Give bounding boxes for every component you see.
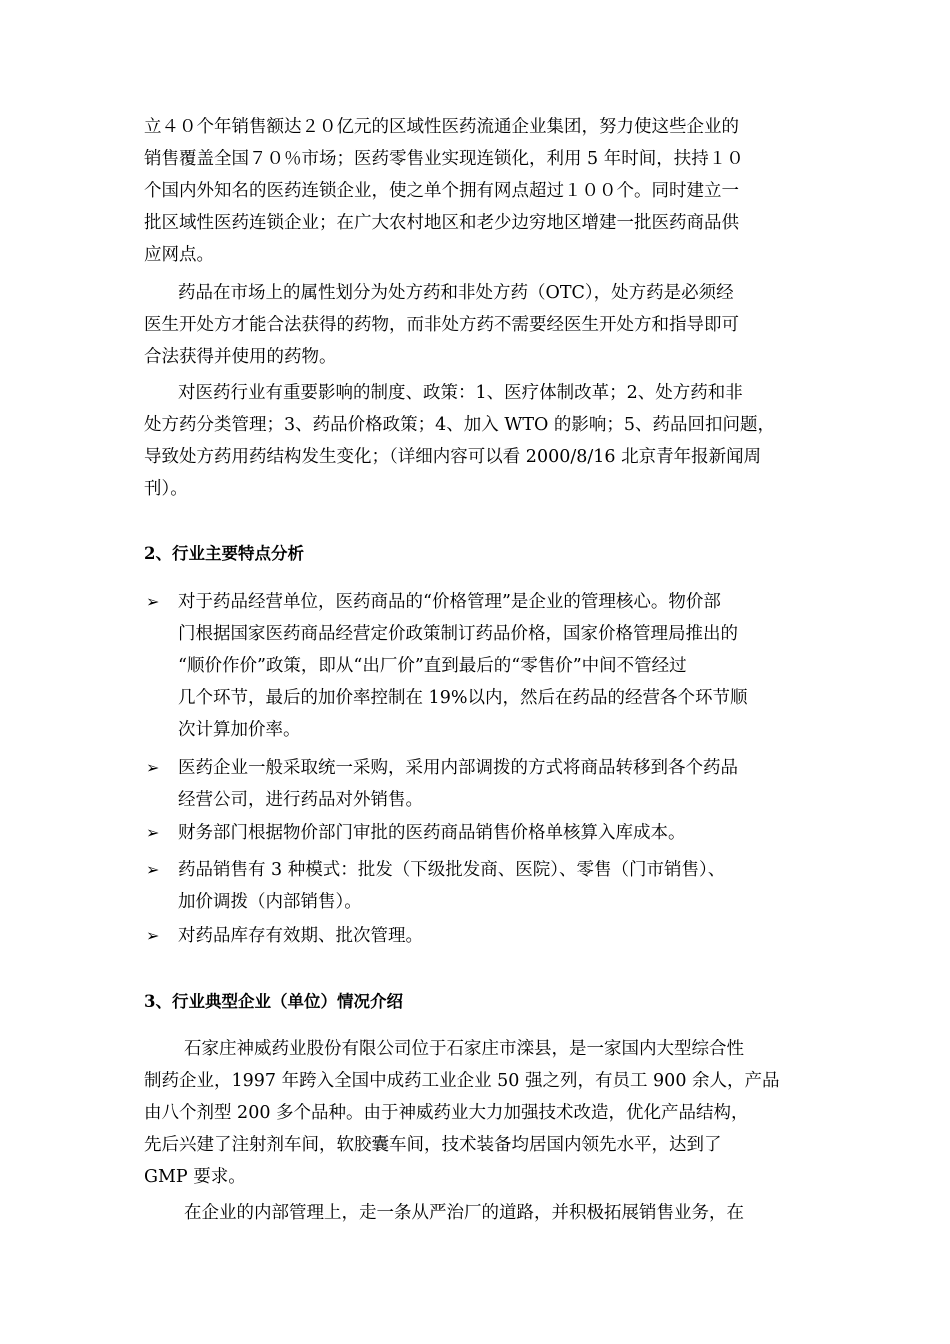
bullet-icon: ➢ <box>146 860 160 879</box>
paragraph-line: 由八个剂型 200 多个品种。由于神威药业大力加强技术改造，优化产品结构， <box>144 1103 749 1123</box>
paragraph-line: GMP 要求。 <box>144 1167 246 1187</box>
paragraph-line: 石家庄神威药业股份有限公司位于石家庄市滦县，是一家国内大型综合性 <box>184 1039 744 1059</box>
section-heading: 2、行业主要特点分析 <box>144 544 304 563</box>
paragraph-line: 合法获得并使用的药物。 <box>144 347 337 367</box>
bullet-line: 药品销售有 3 种模式：批发（下级批发商、医院）、零售（门市销售）、 <box>178 860 726 880</box>
bullet-line: 对于药品经营单位，医药商品的“价格管理”是企业的管理核心。物价部 <box>178 592 721 612</box>
bullet-line: 次计算加价率。 <box>178 720 301 740</box>
paragraph-line: 应网点。 <box>144 245 214 265</box>
paragraph-line: 立４０个年销售额达２０亿元的区域性医药流通企业集团，努力使这些企业的 <box>144 117 739 137</box>
paragraph-line: 药品在市场上的属性划分为处方药和非处方药（OTC），处方药是必须经 <box>178 283 734 303</box>
bullet-icon: ➢ <box>146 758 160 777</box>
paragraph-line: 先后兴建了注射剂车间，软胶囊车间，技术装备均居国内领先水平，达到了 <box>144 1135 722 1155</box>
section-heading: 3、行业典型企业（单位）情况介绍 <box>144 992 403 1011</box>
paragraph-line: 制药企业，1997 年跨入全国中成药工业企业 50 强之列，有员工 900 余人，产品 <box>144 1071 780 1091</box>
bullet-line: 财务部门根据物价部门审批的医药商品销售价格单核算入库成本。 <box>178 823 686 843</box>
bullet-line: 几个环节，最后的加价率控制在 19%以内，然后在药品的经营各个环节顺 <box>178 688 748 708</box>
paragraph-line: 批区域性医药连锁企业；在广大农村地区和老少边穷地区增建一批医药商品供 <box>144 213 739 233</box>
bullet-icon: ➢ <box>146 926 160 945</box>
paragraph-line: 个国内外知名的医药连锁企业，使之单个拥有网点超过１００个。同时建立一 <box>144 181 739 201</box>
bullet-line: 对药品库存有效期、批次管理。 <box>178 926 423 946</box>
paragraph-line: 导致处方药用药结构发生变化；（详细内容可以看 2000/8/16 北京青年报新闻周 <box>144 447 762 467</box>
paragraph-line: 刊）。 <box>144 479 188 499</box>
paragraph-line: 医生开处方才能合法获得的药物，而非处方药不需要经医生开处方和指导即可 <box>144 315 739 335</box>
bullet-line: “顺价作价”政策，即从“出厂价”直到最后的“零售价”中间不管经过 <box>178 656 687 676</box>
bullet-line: 医药企业一般采取统一采购，采用内部调拨的方式将商品转移到各个药品 <box>178 758 738 778</box>
bullet-line: 经营公司，进行药品对外销售。 <box>178 790 423 810</box>
paragraph-line: 销售覆盖全国７０％市场；医药零售业实现连锁化，利用 5 年时间，扶持１０ <box>144 149 744 169</box>
paragraph-line: 处方药分类管理；3、药品价格政策；4、加入 WTO 的影响；5、药品回扣问题， <box>144 415 776 435</box>
bullet-icon: ➢ <box>146 823 160 842</box>
bullet-icon: ➢ <box>146 592 160 611</box>
bullet-line: 门根据国家医药商品经营定价政策制订药品价格，国家价格管理局推出的 <box>178 624 738 644</box>
paragraph-line: 对医药行业有重要影响的制度、政策：1、医疗体制改革；2、处方药和非 <box>178 383 743 403</box>
paragraph-line: 在企业的内部管理上，走一条从严治厂的道路，并积极拓展销售业务，在 <box>184 1203 744 1223</box>
bullet-line: 加价调拨（内部销售）。 <box>178 892 362 912</box>
